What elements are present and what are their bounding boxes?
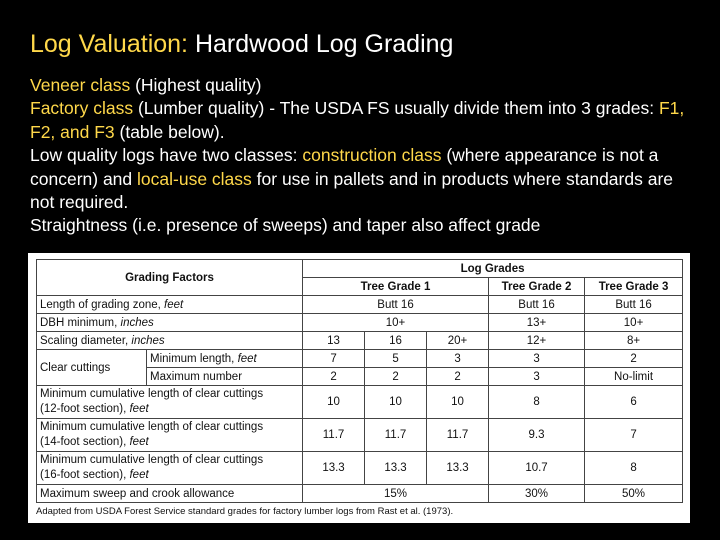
local-use-term: local-use class xyxy=(137,168,252,189)
header-log-grades: Log Grades xyxy=(303,260,683,278)
line-low-quality xyxy=(30,144,700,214)
cell: 3 xyxy=(427,350,489,368)
slide-title xyxy=(30,30,453,59)
row-label: Length of grading zone, feet xyxy=(37,296,303,314)
header-tree-grade-2: Tree Grade 2 xyxy=(489,278,585,296)
table-row xyxy=(37,386,683,419)
cell: 7 xyxy=(585,419,683,452)
cell: 3 xyxy=(489,368,585,386)
title-rest: Hardwood Log Grading xyxy=(188,30,454,58)
cell: 13.3 xyxy=(427,452,489,485)
cell: 7 xyxy=(303,350,365,368)
table-caption: Adapted from USDA Forest Service standard grades for factory lumber logs from Rast et al. (1973). xyxy=(36,506,454,517)
line-veneer xyxy=(30,74,700,97)
table-row xyxy=(37,485,683,503)
grading-table-image xyxy=(28,253,690,523)
grading-table xyxy=(36,259,683,503)
table-row xyxy=(37,452,683,485)
cell: Butt 16 xyxy=(303,296,489,314)
cell: 15% xyxy=(303,485,489,503)
slide-body xyxy=(30,74,700,238)
line-straightness: Straightness (i.e. presence of sweeps) and taper also affect grade xyxy=(30,215,541,236)
cell: 2 xyxy=(427,368,489,386)
cell: 11.7 xyxy=(365,419,427,452)
cell: 8 xyxy=(489,386,585,419)
cell: 10 xyxy=(427,386,489,419)
table-header-row xyxy=(37,260,683,278)
table-row xyxy=(37,332,683,350)
cell: 2 xyxy=(303,368,365,386)
veneer-term: Veneer class xyxy=(30,75,131,95)
cell: 9.3 xyxy=(489,419,585,452)
cell: 10 xyxy=(303,386,365,419)
factory-desc: (Lumber quality) - The USDA FS usually divide them into 3 grades: xyxy=(133,98,659,119)
cell: 20+ xyxy=(427,332,489,350)
table-row xyxy=(37,419,683,452)
row-label: Minimum length, feet xyxy=(147,350,303,368)
row-label: Scaling diameter, inches xyxy=(37,332,303,350)
factory-note: (table below). xyxy=(114,121,225,142)
table-row xyxy=(37,296,683,314)
cell: 2 xyxy=(585,350,683,368)
table-row xyxy=(37,350,683,368)
cell: 10+ xyxy=(585,314,683,332)
cell: No-limit xyxy=(585,368,683,386)
construction-desc: (where appearance is not a concern) and xyxy=(30,145,659,189)
cell: 13+ xyxy=(489,314,585,332)
cell: 12+ xyxy=(489,332,585,350)
cell: Butt 16 xyxy=(585,296,683,314)
cell: 11.7 xyxy=(303,419,365,452)
construction-term: construction class xyxy=(302,145,442,166)
cell: 10.7 xyxy=(489,452,585,485)
row-group-label: Clear cuttings xyxy=(37,350,147,386)
cell: 8 xyxy=(585,452,683,485)
cell: 5 xyxy=(365,350,427,368)
cell: 8+ xyxy=(585,332,683,350)
table-row xyxy=(37,314,683,332)
header-tree-grade-1: Tree Grade 1 xyxy=(303,278,489,296)
cell: 3 xyxy=(489,350,585,368)
cell: 10 xyxy=(365,386,427,419)
cell: 50% xyxy=(585,485,683,503)
cell: Butt 16 xyxy=(489,296,585,314)
local-use-desc: for use in pallets and in products where standards are not required. xyxy=(30,168,674,213)
row-label: Maximum number xyxy=(147,368,303,386)
cell: 2 xyxy=(365,368,427,386)
cell: 13 xyxy=(303,332,365,350)
row-label: DBH minimum, inches xyxy=(37,314,303,332)
line-factory xyxy=(30,97,700,144)
cell: 11.7 xyxy=(427,419,489,452)
low-quality-intro: Low quality logs have two classes: xyxy=(30,145,303,166)
cell: 30% xyxy=(489,485,585,503)
row-label: Minimum cumulative length of clear cuttings (16-foot section), feet xyxy=(37,452,303,485)
title-highlight: Log Valuation: xyxy=(30,30,188,58)
cell: 16 xyxy=(365,332,427,350)
row-label: Maximum sweep and crook allowance xyxy=(37,485,303,503)
cell: 10+ xyxy=(303,314,489,332)
factory-term: Factory class xyxy=(30,98,134,119)
row-label: Minimum cumulative length of clear cuttings (14-foot section), feet xyxy=(37,419,303,452)
header-grading-factors: Grading Factors xyxy=(37,260,303,296)
cell: 13.3 xyxy=(365,452,427,485)
header-tree-grade-3: Tree Grade 3 xyxy=(585,278,683,296)
row-label: Minimum cumulative length of clear cuttings (12-foot section), feet xyxy=(37,386,303,419)
factory-grades: F1, F2, and F3 xyxy=(30,98,685,142)
cell: 13.3 xyxy=(303,452,365,485)
veneer-desc: (Highest quality) xyxy=(130,75,262,95)
cell: 6 xyxy=(585,386,683,419)
